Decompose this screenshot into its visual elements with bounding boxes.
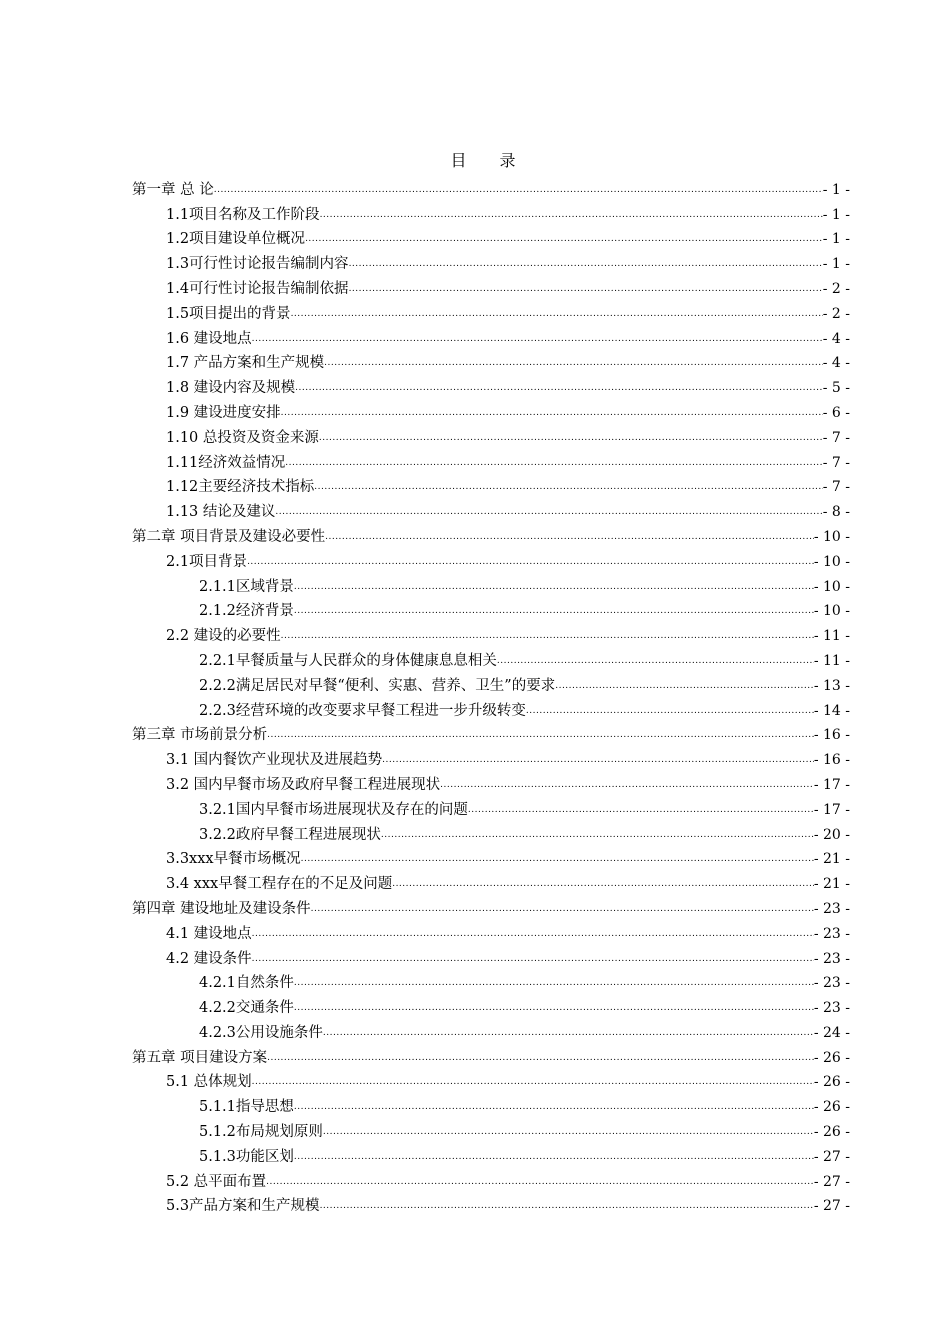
toc-page-number: - 24 - (813, 1024, 850, 1041)
toc-entry-text: 5.1.3功能区划 (199, 1148, 294, 1165)
toc-dot-leader (294, 1100, 814, 1114)
toc-entry-text: 第四章 建设地址及建设条件 (132, 900, 311, 917)
toc-dot-leader (314, 480, 822, 494)
toc-entry-text: 2.1项目背景 (166, 553, 248, 570)
toc-page-number: - 23 - (813, 975, 850, 992)
toc-entry-text: 5.1.1指导思想 (199, 1099, 294, 1116)
toc-title: 目 录 (450, 151, 530, 170)
toc-page-number: - 10 - (813, 603, 850, 620)
toc-entry[interactable] (132, 795, 850, 820)
toc-entry[interactable] (132, 646, 850, 671)
toc-dot-leader (320, 1199, 814, 1213)
toc-dot-leader (294, 1001, 814, 1015)
toc-dot-leader (381, 828, 814, 842)
toc-dot-leader (323, 1026, 814, 1040)
toc-entry[interactable] (132, 1192, 850, 1217)
toc-entry[interactable] (132, 547, 850, 572)
toc-dot-leader (301, 852, 814, 866)
toc-entry[interactable] (132, 721, 850, 746)
toc-entry[interactable] (132, 993, 850, 1018)
toc-entry-text: 1.8 建设内容及规模 (166, 380, 296, 397)
toc-entry[interactable] (132, 249, 850, 274)
toc-dot-leader (319, 431, 823, 445)
toc-entry-text: 3.2.2政府早餐工程进展现状 (199, 826, 381, 843)
toc-entry-text: 5.3产品方案和生产规模 (166, 1198, 320, 1215)
toc-entry[interactable] (132, 944, 850, 969)
toc-dot-leader (497, 654, 814, 668)
toc-page-number: - 6 - (822, 404, 850, 421)
toc-entry[interactable] (132, 448, 850, 473)
toc-entry[interactable] (132, 497, 850, 522)
toc-entry-text: 5.1.2布局规划原则 (199, 1124, 323, 1141)
toc-entry[interactable] (132, 423, 850, 448)
toc-entry[interactable] (132, 621, 850, 646)
toc-page-number: - 2 - (822, 280, 850, 297)
toc-page-number: - 13 - (813, 677, 850, 694)
toc-page-number: - 1 - (822, 256, 850, 273)
toc-entry[interactable] (132, 597, 850, 622)
toc-entry-text: 3.4 xxx早餐工程存在的不足及问题 (166, 876, 393, 893)
toc-entry-text: 第三章 市场前景分析 (132, 727, 268, 744)
toc-entry-text: 2.2 建设的必要性 (166, 628, 281, 645)
toc-entry-text: 4.2.3公用设施条件 (199, 1024, 323, 1041)
toc-entry[interactable] (132, 969, 850, 994)
toc-entry[interactable] (132, 696, 850, 721)
toc-page-number: - 17 - (813, 801, 850, 818)
toc-page-number: - 10 - (813, 528, 850, 545)
toc-page-number: - 23 - (813, 925, 850, 942)
toc-entry[interactable] (132, 869, 850, 894)
toc-entry[interactable] (132, 770, 850, 795)
toc-entry[interactable] (132, 175, 850, 200)
toc-entry-text: 1.1项目名称及工作阶段 (166, 206, 320, 223)
table-of-contents (132, 175, 850, 1216)
toc-page-number: - 7 - (822, 429, 850, 446)
toc-entry-text: 1.3可行性讨论报告编制内容 (166, 256, 349, 273)
toc-entry[interactable] (132, 1043, 850, 1068)
toc-entry-text: 1.12主要经济技术指标 (166, 479, 315, 496)
toc-entry-text: 3.2 国内早餐市场及政府早餐工程进展现状 (166, 776, 441, 793)
toc-entry-text: 4.2 建设条件 (166, 950, 252, 967)
toc-entry[interactable] (132, 324, 850, 349)
toc-entry-text: 5.2 总平面布置 (166, 1173, 267, 1190)
toc-page-number: - 23 - (813, 900, 850, 917)
toc-dot-leader (468, 803, 814, 817)
toc-entry[interactable] (132, 473, 850, 498)
toc-dot-leader (320, 208, 823, 222)
toc-entry-text: 第一章 总 论 (132, 181, 214, 198)
toc-entry-text: 第二章 项目背景及建设必要性 (132, 528, 326, 545)
toc-entry[interactable] (132, 349, 850, 374)
toc-dot-leader (252, 927, 814, 941)
toc-page-number: - 10 - (813, 553, 850, 570)
toc-dot-leader (267, 728, 814, 742)
toc-entry[interactable] (132, 572, 850, 597)
toc-dot-leader (305, 232, 823, 246)
toc-dot-leader (440, 778, 814, 792)
toc-page-number: - 11 - (813, 628, 850, 645)
toc-dot-leader (392, 877, 814, 891)
toc-dot-leader (267, 1051, 814, 1065)
toc-entry-text: 1.9 建设进度安排 (166, 404, 281, 421)
toc-entry[interactable] (132, 919, 850, 944)
toc-dot-leader (294, 580, 814, 594)
toc-page-number: - 27 - (813, 1198, 850, 1215)
toc-page-number: - 21 - (813, 876, 850, 893)
toc-entry[interactable] (132, 373, 850, 398)
toc-page-number: - 4 - (822, 355, 850, 372)
toc-entry-text: 1.5项目提出的背景 (166, 305, 291, 322)
toc-entry[interactable] (132, 1142, 850, 1167)
toc-entry-text: 2.2.2满足居民对早餐“便利、实惠、营养、卫生”的要求 (199, 677, 556, 694)
toc-page-number: - 23 - (813, 1000, 850, 1017)
toc-entry[interactable] (132, 398, 850, 423)
toc-page-number: - 26 - (813, 1124, 850, 1141)
toc-dot-leader (323, 1125, 814, 1139)
toc-entry-text: 1.10 总投资及资金来源 (166, 429, 319, 446)
toc-entry-text: 3.1 国内餐饮产业现状及进展趋势 (166, 752, 383, 769)
toc-dot-leader (526, 704, 814, 718)
toc-entry[interactable] (132, 671, 850, 696)
toc-page-number: - 26 - (813, 1074, 850, 1091)
toc-entry[interactable] (132, 200, 850, 225)
toc-dot-leader (291, 307, 823, 321)
toc-page-number: - 26 - (813, 1099, 850, 1116)
toc-entry[interactable] (132, 1092, 850, 1117)
toc-entry-text: 2.2.3经营环境的改变要求早餐工程进一步升级转变 (199, 702, 526, 719)
toc-dot-leader (295, 381, 823, 395)
toc-entry-text: 1.6 建设地点 (166, 330, 252, 347)
toc-page-number: - 11 - (813, 652, 850, 669)
toc-dot-leader (382, 753, 814, 767)
toc-page-number: - 26 - (813, 1049, 850, 1066)
toc-page-number: - 5 - (822, 380, 850, 397)
toc-dot-leader (324, 356, 823, 370)
toc-page-number: - 27 - (813, 1148, 850, 1165)
toc-entry-text: 4.1 建设地点 (166, 925, 252, 942)
toc-entry-text: 1.13 结论及建议 (166, 504, 276, 521)
toc-dot-leader (294, 604, 814, 618)
toc-dot-leader (252, 952, 814, 966)
toc-page-number: - 7 - (822, 479, 850, 496)
toc-page-number: - 16 - (813, 752, 850, 769)
toc-dot-leader (247, 555, 814, 569)
toc-page-number: - 2 - (822, 305, 850, 322)
toc-page-number: - 8 - (822, 504, 850, 521)
toc-page-number: - 16 - (813, 727, 850, 744)
toc-page-number: - 4 - (822, 330, 850, 347)
toc-entry-text: 1.11经济效益情况 (166, 454, 286, 471)
toc-dot-leader (266, 1175, 814, 1189)
toc-entry[interactable] (132, 845, 850, 870)
toc-dot-leader (275, 505, 822, 519)
toc-dot-leader (252, 332, 823, 346)
toc-entry[interactable] (132, 522, 850, 547)
toc-entry[interactable] (132, 299, 850, 324)
toc-dot-leader (285, 456, 822, 470)
toc-dot-leader (325, 530, 814, 544)
toc-dot-leader (349, 282, 823, 296)
toc-page-number: - 21 - (813, 851, 850, 868)
toc-page-number: - 23 - (813, 950, 850, 967)
toc-page-number: - 27 - (813, 1173, 850, 1190)
toc-page-number: - 1 - (822, 181, 850, 198)
toc-dot-leader (555, 679, 814, 693)
toc-entry[interactable] (132, 1018, 850, 1043)
toc-dot-leader (294, 976, 814, 990)
toc-entry[interactable] (132, 820, 850, 845)
toc-entry-text: 2.2.1早餐质量与人民群众的身体健康息息相关 (199, 652, 497, 669)
toc-page-number: - 20 - (813, 826, 850, 843)
toc-entry[interactable] (132, 225, 850, 250)
toc-entry-text: 3.2.1国内早餐市场进展现状及存在的问题 (199, 801, 468, 818)
toc-dot-leader (252, 1075, 814, 1089)
toc-dot-leader (294, 1150, 814, 1164)
toc-entry-text: 1.2项目建设单位概况 (166, 231, 306, 248)
toc-entry-text: 4.2.2交通条件 (199, 1000, 294, 1017)
toc-dot-leader (311, 902, 814, 916)
toc-page-number: - 10 - (813, 578, 850, 595)
toc-entry-text: 2.1.2经济背景 (199, 603, 294, 620)
toc-entry-text: 第五章 项目建设方案 (132, 1049, 268, 1066)
toc-entry[interactable] (132, 745, 850, 770)
toc-entry[interactable] (132, 1117, 850, 1142)
toc-page-number: - 1 - (822, 206, 850, 223)
toc-entry-text: 4.2.1自然条件 (199, 975, 294, 992)
toc-page-number: - 17 - (813, 776, 850, 793)
toc-entry-text: 1.7 产品方案和生产规模 (166, 355, 325, 372)
toc-entry-text: 1.4可行性讨论报告编制依据 (166, 280, 349, 297)
toc-page-number: - 14 - (813, 702, 850, 719)
toc-entry-text: 2.1.1区域背景 (199, 578, 294, 595)
toc-dot-leader (214, 183, 823, 197)
toc-page-number: - 1 - (822, 231, 850, 248)
toc-entry[interactable] (132, 274, 850, 299)
toc-dot-leader (349, 257, 823, 271)
toc-page-number: - 7 - (822, 454, 850, 471)
toc-dot-leader (281, 406, 823, 420)
toc-entry[interactable] (132, 1068, 850, 1093)
toc-entry-text: 3.3xxx早餐市场概况 (166, 851, 301, 868)
toc-dot-leader (281, 629, 814, 643)
toc-entry[interactable] (132, 1167, 850, 1192)
toc-entry[interactable] (132, 894, 850, 919)
toc-entry-text: 5.1 总体规划 (166, 1074, 252, 1091)
